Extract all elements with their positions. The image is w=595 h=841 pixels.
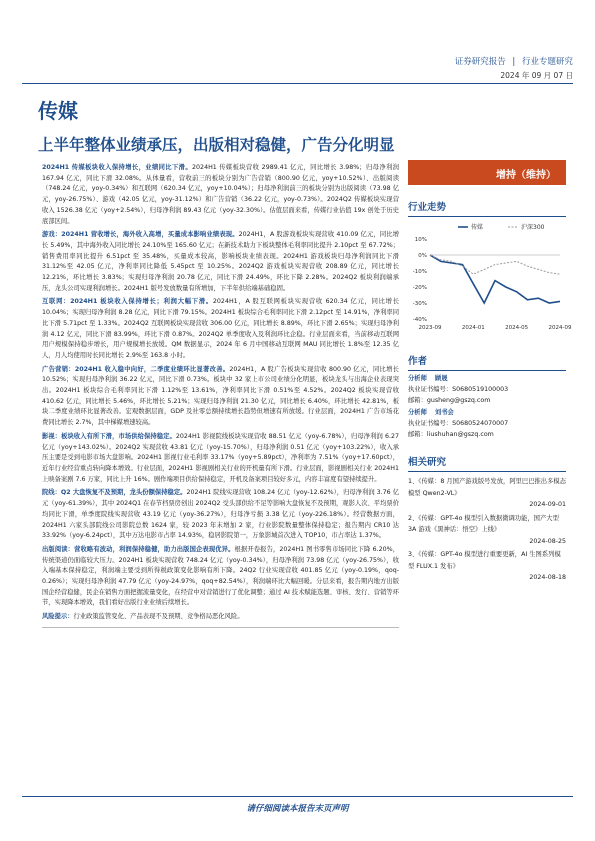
paragraph-heading: 互联网：2024H1 板块收入保持增长；利润大幅下滑。 (42, 298, 213, 306)
y-tick-label: -30% (412, 301, 427, 307)
rating-badge: 增持（维持） (408, 160, 566, 185)
related-item-title: 1、《传媒：8 月国产游戏版号发放，阿里巴巴推出多模态模型 Qwen2-VL》 (408, 478, 566, 497)
email-label: 邮箱： (408, 431, 427, 438)
related-item-title: 2、《传媒：GPT-4o 模型引入数据微调功能，国产大型 3A 游戏《黑神话：悟空》上线》 (408, 514, 559, 533)
x-tick-label: 2024-09 (548, 325, 572, 331)
paragraph-advertising (42, 365, 399, 429)
sector-name: 传媒 (38, 99, 78, 123)
y-tick-label: 10% (414, 237, 427, 243)
paragraph-internet (42, 297, 399, 361)
x-tick-label: 2023-09 (418, 325, 442, 331)
footer-divider (22, 796, 573, 797)
paragraph-heading: 出版阅读：营收略有波动，利润保持稳健，助力出版国企表现优异。 (42, 545, 235, 553)
related-item-title: 3、《传媒：GPT-4o 模型进行重要更新，AI 生图系列模型 FLUX.1 发布》 (408, 551, 561, 570)
paragraph-publishing (42, 545, 399, 609)
paragraph-body: 2024H1 院线实现营收 108.24 亿元（yoy-12.62%），归母净利润 3.76 亿元（yoy-61.39%），其中 2024Q1 在春节档票房创出 2024Q2 受头部供给不足等影响大盘恢复不及预期，观影人次、平均票价均同比下滑，单季度院线实现营收 43.19 亿元（yoy-36.27%），归母净亏损 3.38 亿元（yoy-226.18%）。经营数据方面，2024H1 六家头部院线公司影院总数 1624 家，较 2023 年末增加 2 家，行业影院数量整体保持稳定；报告期内 CR10 达 33.92%（yoy-6.24pct），其中万达电影市占率 14.93%，稳居影院第一，万象影城首次进入 TOP10，市占率达 1.37%。 (42, 489, 399, 540)
report-header (455, 55, 573, 67)
y-tick-label: -20% (412, 285, 427, 291)
author-name: 刘书会 (434, 409, 454, 416)
x-tick-label: 2024-05 (505, 325, 529, 331)
cert-label: 执业证书编号： (408, 386, 453, 393)
trend-chart-svg (408, 219, 572, 339)
report-category: 行业专题研究 (521, 57, 573, 67)
trend-section-title: 行业走势 (408, 199, 566, 217)
related-item-date: 2024-08-18 (529, 574, 566, 581)
paragraph-body: 行业政策监管变化、产品表现不及预期、竞争格局恶化风险。 (73, 613, 244, 621)
legend-label: 沪深300 (521, 224, 545, 231)
author-email-link[interactable]: liushuhan@gszq.com (426, 431, 494, 438)
author-name: 顾晟 (434, 375, 448, 382)
paragraph-overview (42, 163, 399, 227)
report-type: 证券研究报告 (454, 57, 506, 67)
paragraph-heading: 风险提示： (42, 613, 74, 621)
series-line-0 (430, 255, 560, 303)
series-line-1 (430, 255, 560, 274)
paragraph-body: 2024H1，A 股互联网板块实现营收 620.34 亿元，同比增长 10.04%；实现归母净利润 8.28 亿元，同比下滑 79.15%。2024H1 板块综合毛利率同比下滑 2.12pct 至 14.91%，净利率同比下滑 5.71pct 至 1.33%。2024Q2 互联网板块实现营收 306.00 亿元，同比增长 8.89%，环比下滑 2.65%；实现归母净利润 4.12 亿元，同比下滑 83.99%，环比下滑 0.87%。2024Q2 单季度收入及利润环比企稳。行业层面来看，当前移动互联网用户规模保持稳步增长，用户规模增长放缓。QM 数据显示，2024 年 6 月中国移动互联网 MAU 同比增长 1.8%至 12.35 亿人，月人均使用时长同比增长 2.9%至 163.8 小时。 (42, 298, 399, 359)
email-label: 邮箱： (408, 397, 427, 404)
legend-label: 传媒 (471, 224, 484, 231)
paragraph-cinema (42, 488, 399, 542)
related-item[interactable] (408, 513, 566, 548)
trend-chart (408, 219, 572, 339)
report-date: 2024 年 09 月 07 日 (500, 71, 573, 80)
y-tick-label: -40% (412, 317, 427, 323)
paragraph-body: 2024H1 影视院线板块实现营收 88.51 亿元（yoy-6.78%），归母净利润 6.27 亿元（yoy+143.02%）。2024Q2 实现营收 43.81 亿元（yoy-15.70%），归母净利润 0.51 亿元（yoy+103.22%），收入承压主要是受到电影市场大盘影响。2024H1 影视行业毛利率 33.17%（yoy+5.89pct），净利率为 7.51%（yoy+17.60pct），近年行业经营重点转向降本增效。行业层面，2024H1 影视剧相关行业的开机量有所下滑。行业层面，影视剧相关行业 2024H1 上映备案剧 7.6 万家，同比上升 16%。剧作端项目供给保持稳定，开机及备案项目较好多元，内容丰富度有望持续提升。 (42, 432, 400, 483)
x-tick-label: 2024-01 (461, 325, 485, 331)
related-item[interactable] (408, 476, 566, 511)
cert-number: S0680524070007 (452, 420, 509, 427)
sidebar (408, 160, 572, 586)
paragraph-heading: 广告营销：2024H1 收入稳中向好，二季度业绩环比显著改善。 (42, 365, 230, 373)
report-title: 上半年整体业绩承压，出版相对稳健，广告分化明显 (38, 135, 395, 154)
header-divider (22, 83, 573, 84)
author-role: 分析师 (408, 409, 427, 416)
author-email-link[interactable]: gusheng@gszq.com (426, 397, 491, 404)
paragraph-heading: 2024H1 传媒板块收入保持增长，业绩同比下滑。 (42, 164, 193, 171)
related-item-date: 2024-08-25 (529, 537, 566, 545)
footer-disclaimer: 请仔细阅读本报告末页声明 (246, 804, 349, 814)
paragraph-body: 2024H1，A 股游戏板块实现营收 410.09 亿元，同比增长 5.49%，其中海外收入同比增长 24.10%至 165.60 亿元；在新技术助力下板块整体毛利率同比提升 2.10pct 至 67.72%；销售费用率同比提升 6.51pct 至 35.48%，买量成本较高，影响板块业绩表现。2024H1 游戏板块归母净利润同比下滑 31.12%至 42.05 亿元，净利率同比降低 5.45pct 至 10.25%。2024Q2 游戏板块实现营收 208.89 亿元，同比增长 12.21%，环比增长 3.83%；实现归母净利润 20.78 亿元，同比下滑 24.49%，环比下降 2.28%。2024Q2 板块利润端承压，龙头公司实现利润增长。2024H1 版号发放数量有所增加，下半年供给端基础稳固。 (42, 231, 399, 292)
paragraph-risk (42, 612, 399, 623)
paragraph-body: 2024H1 传媒板块营收 2989.41 亿元，同比增长 3.98%；归母净利润 167.94 亿元，同比下滑 32.08%。从体量看，营收前三的板块分别为广告营销（800.90 亿元，yoy+10.52%）、出版阅读（748.24 亿元，yoy-0.34%）和互联网（620.34 亿元，yoy+10.04%）；归母净利润前三的板块分别为出版阅读（73.98 亿元，yoy-26.75%）、游戏（42.05 亿元，yoy-31.12%）和广告营销（36.22 亿元，yoy-0.73%）。2024Q2 传媒板块实现营收入 1526.38 亿元（yoy+2.54%），归母净利润 89.43 亿元（yoy-32.30%）。估值层面来看，传媒行业估值 19x 创处于历史底部区间。 (42, 164, 399, 225)
risk-divider (42, 627, 399, 628)
y-tick-label: 0% (418, 253, 427, 259)
header-separator: | (512, 57, 516, 67)
author-card (408, 373, 566, 440)
paragraph-body: 根据开卷报告，2024H1 图书零售市场同比下降 6.20%，传统渠道仍面临较大压力。2024H1 板块实现营收 748.24 亿元（yoy-0.34%），归母净利润 73.98 亿元（yoy-26.75%），收入端基本保持稳定，利润端主要受到所得税政策变化影响有所下降。24Q2 行业实现营收 401.85 亿元（yoy-0.19%，qoq-0.26%）；实现归母净利润 47.79 亿元（yoy-24.97%，qoq+82.54%），利润端环比大幅回暖。分层来看，报告期内地方出版国企经营稳健，民企在销售方面把握流量变化，在经营中对营销进行了优化调整；通过 AI 技术赋能选题、审核、发行、营销等环节，实现降本增效，我们看好出版行业业绩后续增长。 (42, 545, 400, 607)
related-section-title: 相关研究 (408, 454, 566, 472)
y-tick-label: -10% (412, 269, 427, 275)
related-research-list (408, 476, 566, 584)
cert-label: 执业证书编号： (408, 420, 453, 427)
paragraph-heading: 影视：板块收入有所下滑，市场供给保持稳定。 (42, 432, 176, 440)
related-item[interactable] (408, 549, 566, 584)
author-role: 分析师 (408, 375, 427, 382)
related-item-date: 2024-09-01 (529, 501, 566, 508)
paragraph-heading: 院线：Q2 大盘恢复不及预期，龙头份额保持稳定。 (42, 489, 187, 497)
cert-number: S0680519100003 (452, 386, 509, 393)
paragraph-film (42, 432, 399, 486)
paragraph-heading: 游戏：2024H1 营收增长，海外收入高增，买量成本影响业绩表现。 (42, 231, 239, 239)
paragraph-games (42, 230, 399, 294)
summary-column (42, 163, 399, 628)
paragraph-body: 2024H1，A 股广告板块实现营收 800.90 亿元，同比增长 10.52%；实现归母净利润 36.22 亿元，同比下滑 0.73%。板块中 32 家上市公司业绩分化明显，板块龙头与出海企业表现突出。2024H1 板块综合毛利率同比下滑 1.12%至 13.61%，净利率同比下滑 0.51%至 4.52%。2024Q2 板块实现营收 410.62 亿元，同比增长 5.46%，环比增长 5.21%；实现归母净利润 21.30 亿元，同比增长 6.40%，环比增长 42.81%，板块二季度业绩环比显著改善。宏观数据层面，GDP 及社零总额持续增长趋势但增速有所放缓。行业层面，2024H1 广告市场花费同比增长 2.7%，其中梯媒增速较高。 (42, 365, 399, 427)
authors-section-title: 作者 (408, 353, 566, 371)
